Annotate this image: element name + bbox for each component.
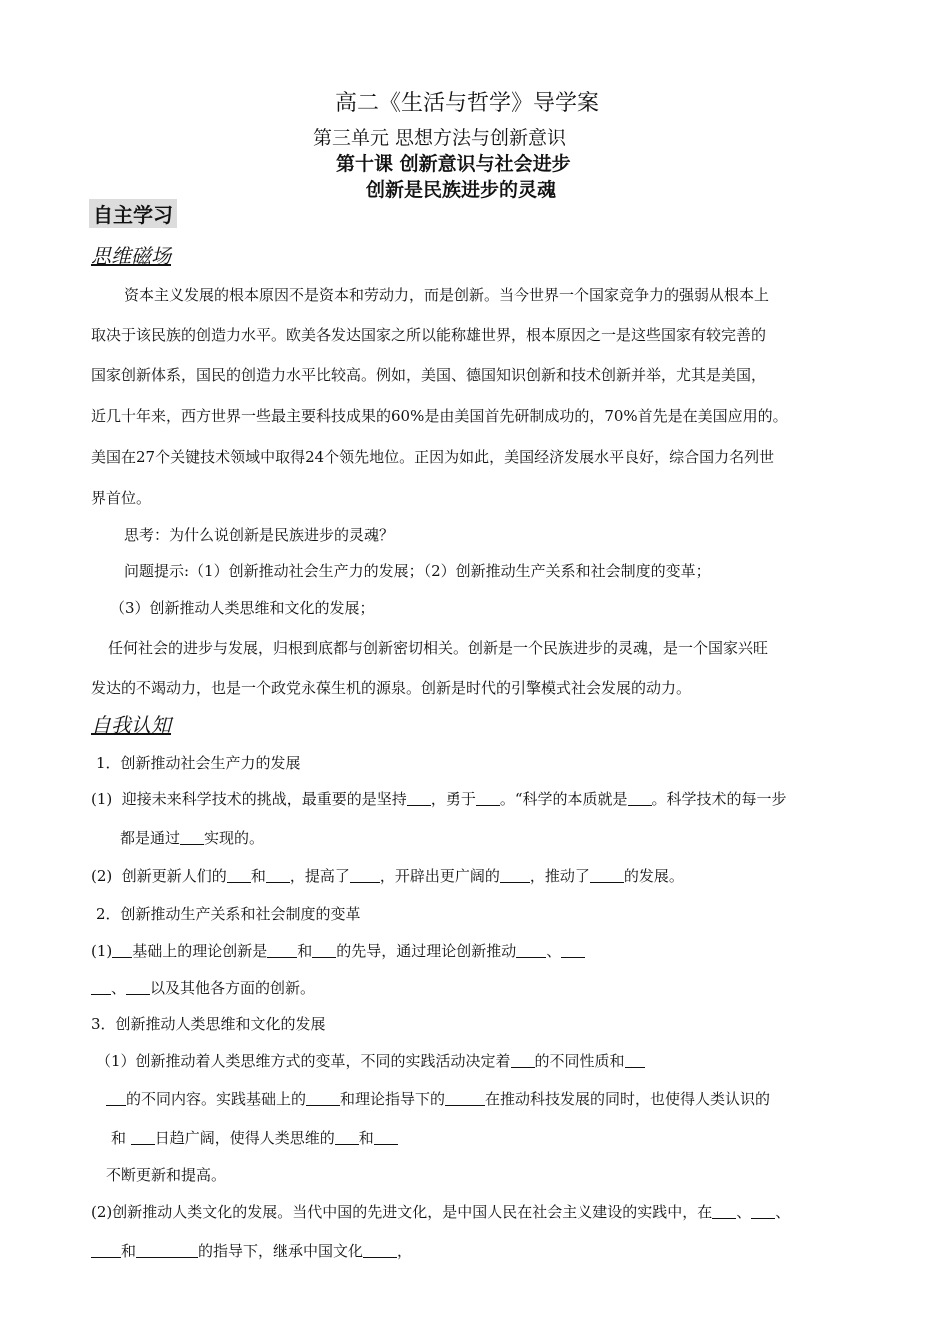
fill-blank[interactable] <box>476 790 500 806</box>
fill-blank[interactable] <box>712 1203 736 1219</box>
fill-blank[interactable] <box>445 1090 485 1106</box>
fill-blank[interactable] <box>561 942 585 958</box>
question-3-1: （1）创新推动着人类思维方式的变革，不同的实践活动决定着 的不同性质和 <box>96 1050 645 1071</box>
fill-blank[interactable] <box>500 867 530 883</box>
fill-blank[interactable] <box>106 1090 126 1106</box>
fill-blank[interactable] <box>126 979 150 995</box>
topic-title: 创新是民族进步的灵魂 <box>366 179 557 201</box>
question-2-1: (1) 基础上的理论创新是 和 的先导，通过理论创新推动 、 <box>91 940 585 961</box>
question-1-1: (1) 迎接未来科学技术的挑战，最重要的是坚持 ，勇于 。“科学的本质就是 。科学技术的每一步 <box>91 790 787 808</box>
fill-blank[interactable] <box>628 790 652 806</box>
question-2-1-cont: 、 以及其他各方面的创新。 <box>91 977 315 998</box>
think-question: 思考：为什么说创新是民族进步的灵魂？ <box>124 526 395 544</box>
fill-blank[interactable] <box>91 979 111 995</box>
cognition-heading: 自我认知 <box>91 713 171 737</box>
fill-blank[interactable] <box>131 1129 155 1145</box>
fill-blank[interactable] <box>516 942 546 958</box>
fill-blank[interactable] <box>374 1129 398 1145</box>
paragraph-line: 取决于该民族的创造力水平。欧美各发达国家之所以能称雄世界，根本原因之一是这些国家有较完善的 <box>91 326 767 344</box>
question-3-1-cont: 不断更新和提高。 <box>106 1166 227 1184</box>
fill-blank[interactable] <box>335 1129 359 1145</box>
page-title: 高二《生活与哲学》导学案 <box>335 91 600 116</box>
unit-title: 第三单元 思想方法与创新意识 <box>313 127 567 149</box>
section-2-title: 2．创新推动生产关系和社会制度的变革 <box>96 905 361 923</box>
section-self-study: 自主学习 <box>89 199 177 228</box>
fill-blank[interactable] <box>227 867 251 883</box>
fill-blank[interactable] <box>306 1090 340 1106</box>
paragraph-line: 资本主义发展的根本原因不是资本和劳动力，而是创新。当今世界一个国家竞争力的强弱从根本上 <box>124 286 770 304</box>
fill-blank[interactable] <box>136 1242 198 1258</box>
question-3-2-cont: 和 的指导下，继承中国文化 ， <box>91 1240 412 1261</box>
fill-blank[interactable] <box>91 1242 121 1258</box>
hint-line: （3）创新推动人类思维和文化的发展； <box>110 599 375 617</box>
paragraph-line: 国家创新体系，国民的创造力水平比较高。例如，美国、德国知识创新和技术创新并举，尤其是美国， <box>91 366 767 384</box>
question-1-1-cont: 都是通过 实现的。 <box>120 829 265 847</box>
question-3-1-cont: 和 日趋广阔，使得人类思维的 和 <box>111 1127 398 1148</box>
summary-line: 发达的不竭动力，也是一个政党永葆生机的源泉。创新是时代的引擎模式社会发展的动力。 <box>91 679 692 697</box>
thinking-heading: 思维磁场 <box>91 244 171 268</box>
question-3-2: (2)创新推动人类文化的发展。当代中国的先进文化，是中国人民在社会主义建设的实践中，在 、 、 <box>91 1203 791 1221</box>
question-1-2: (2) 创新更新人们的 和 ，提高了 ，开辟出更广阔的 ，推动了 的发展。 <box>91 867 684 885</box>
section-1-title: 1．创新推动社会生产力的发展 <box>96 754 301 772</box>
fill-blank[interactable] <box>590 867 624 883</box>
fill-blank[interactable] <box>267 942 297 958</box>
fill-blank[interactable] <box>266 867 290 883</box>
fill-blank[interactable] <box>112 942 132 958</box>
hint-line: 问题提示:（1）创新推动社会生产力的发展；（2）创新推动生产关系和社会制度的变革； <box>124 562 711 580</box>
fill-blank[interactable] <box>312 942 336 958</box>
paragraph-line: 美国在27个关键技术领域中取得24个领先地位。正因为如此，美国经济发展水平良好，综合国力名列世 <box>91 448 775 466</box>
question-3-1-cont: 的不同内容。实践基础上的 和理论指导下的 在推动科技发展的同时，也使得人类认识的 <box>106 1088 770 1109</box>
paragraph-line: 界首位。 <box>91 489 152 507</box>
section-3-title: 3．创新推动人类思维和文化的发展 <box>91 1015 326 1033</box>
fill-blank[interactable] <box>180 829 204 845</box>
fill-blank[interactable] <box>363 1242 397 1258</box>
fill-blank[interactable] <box>407 790 431 806</box>
lesson-title: 第十课 创新意识与社会进步 <box>336 153 571 175</box>
paragraph-line: 近几十年来，西方世界一些最主要科技成果的60%是由美国首先研制成功的，70%首先是在美国应用的。 <box>91 407 788 425</box>
fill-blank[interactable] <box>625 1052 645 1068</box>
fill-blank[interactable] <box>511 1052 535 1068</box>
fill-blank[interactable] <box>350 867 380 883</box>
summary-line: 任何社会的进步与发展，归根到底都与创新密切相关。创新是一个民族进步的灵魂，是一个国家兴旺 <box>108 639 769 657</box>
fill-blank[interactable] <box>751 1203 775 1219</box>
